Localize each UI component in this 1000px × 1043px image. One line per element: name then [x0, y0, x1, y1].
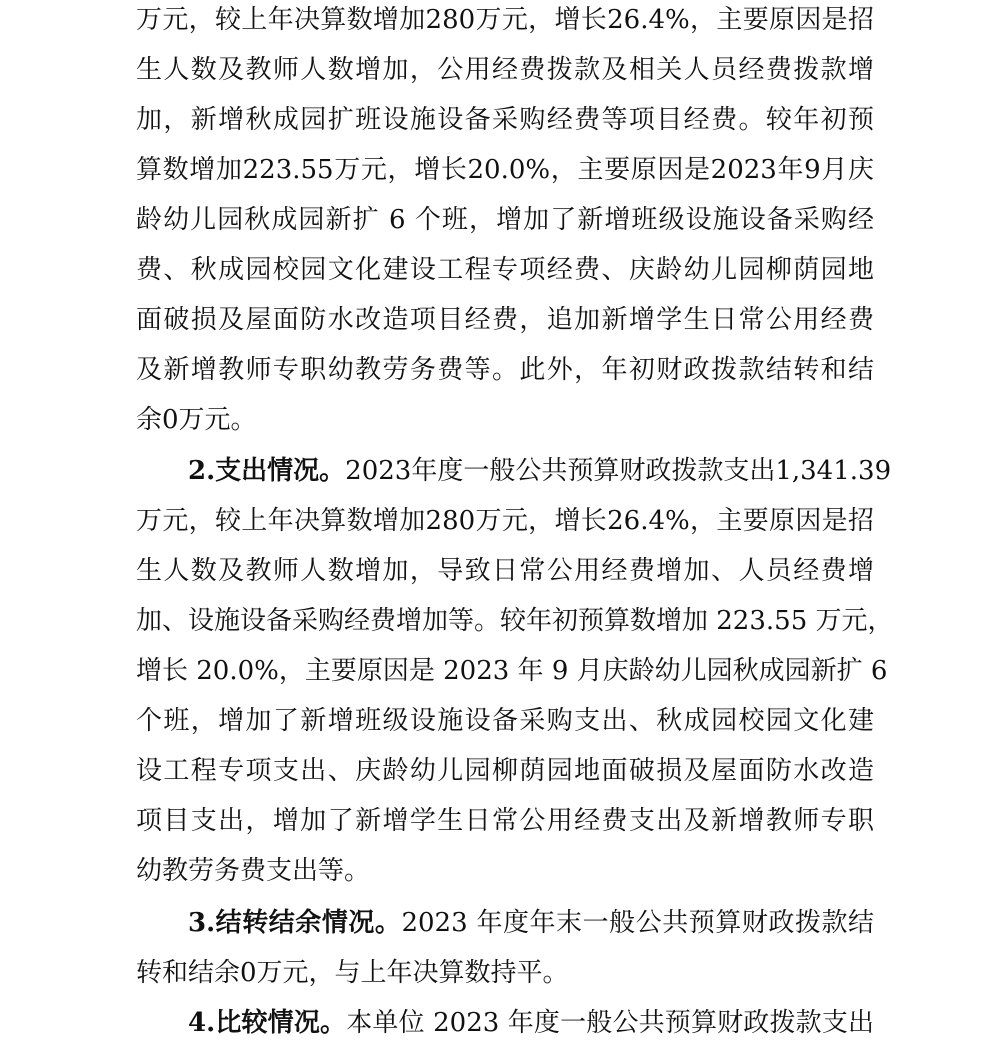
paragraph-2-line-6: 个班，增加了新增班级设施设备采购支出、秋成园校园文化建 — [136, 706, 874, 736]
section-heading-carryover: 3.结转结余情况。 — [188, 908, 402, 938]
paragraph-2-line-5: 增长 20.0%，主要原因是 2023 年 9 月庆龄幼儿园秋成园新扩 6 — [136, 656, 888, 686]
paragraph-1-line-9: 余0万元。 — [136, 405, 257, 435]
paragraph-3-line-1 — [188, 903, 874, 943]
paragraph-3-line-2: 转和结余0万元，与上年决算数持平。 — [136, 958, 569, 988]
paragraph-2-line-4: 加、设施设备采购经费增加等。较年初预算数增加 223.55 万元， — [136, 606, 894, 636]
paragraph-1-line-6: 费、秋成园校园文化建设工程专项经费、庆龄幼儿园柳荫园地 — [136, 255, 874, 285]
paragraph-2-line-1-text: 2023年度一般公共预算财政拨款支出1,341.39 — [345, 456, 892, 486]
paragraph-2-line-9: 幼教劳务费支出等。 — [136, 856, 371, 886]
paragraph-1-line-4: 算数增加223.55万元，增长20.0%，主要原因是2023年9月庆 — [136, 155, 874, 185]
paragraph-1-line-1: 万元，较上年决算数增加280万元，增长26.4%，主要原因是招 — [136, 5, 874, 35]
section-heading-expenditure: 2.支出情况。 — [188, 456, 346, 486]
paragraph-4-line-1-text: 本单位 2023 年度一般公共预算财政拨款支出 — [346, 1008, 874, 1038]
paragraph-2-line-3: 生人数及教师人数增加，导致日常公用经费增加、人员经费增 — [136, 556, 874, 586]
section-heading-comparison: 4.比较情况。 — [188, 1008, 347, 1038]
paragraph-1-line-5: 龄幼儿园秋成园新扩 6 个班，增加了新增班级设施设备采购经 — [136, 205, 874, 235]
paragraph-1-line-2: 生人数及教师人数增加，公用经费拨款及相关人员经费拨款增 — [136, 55, 874, 85]
paragraph-2-line-8: 项目支出，增加了新增学生日常公用经费支出及新增教师专职 — [136, 806, 874, 836]
paragraph-1-line-8: 及新增教师专职幼教劳务费等。此外，年初财政拨款结转和结 — [136, 355, 874, 385]
paragraph-1-line-3: 加，新增秋成园扩班设施设备采购经费等项目经费。较年初预 — [136, 105, 874, 135]
paragraph-2-line-7: 设工程专项支出、庆龄幼儿园柳荫园地面破损及屋面防水改造 — [136, 756, 874, 786]
paragraph-1-line-7: 面破损及屋面防水改造项目经费，追加新增学生日常公用经费 — [136, 305, 874, 335]
paragraph-2-line-2: 万元，较上年决算数增加280万元，增长26.4%，主要原因是招 — [136, 506, 874, 536]
paragraph-4-line-1 — [188, 1003, 874, 1043]
paragraph-2-line-1 — [188, 451, 892, 491]
paragraph-3-line-1-text: 2023 年度年末一般公共预算财政拨款结 — [401, 908, 874, 938]
